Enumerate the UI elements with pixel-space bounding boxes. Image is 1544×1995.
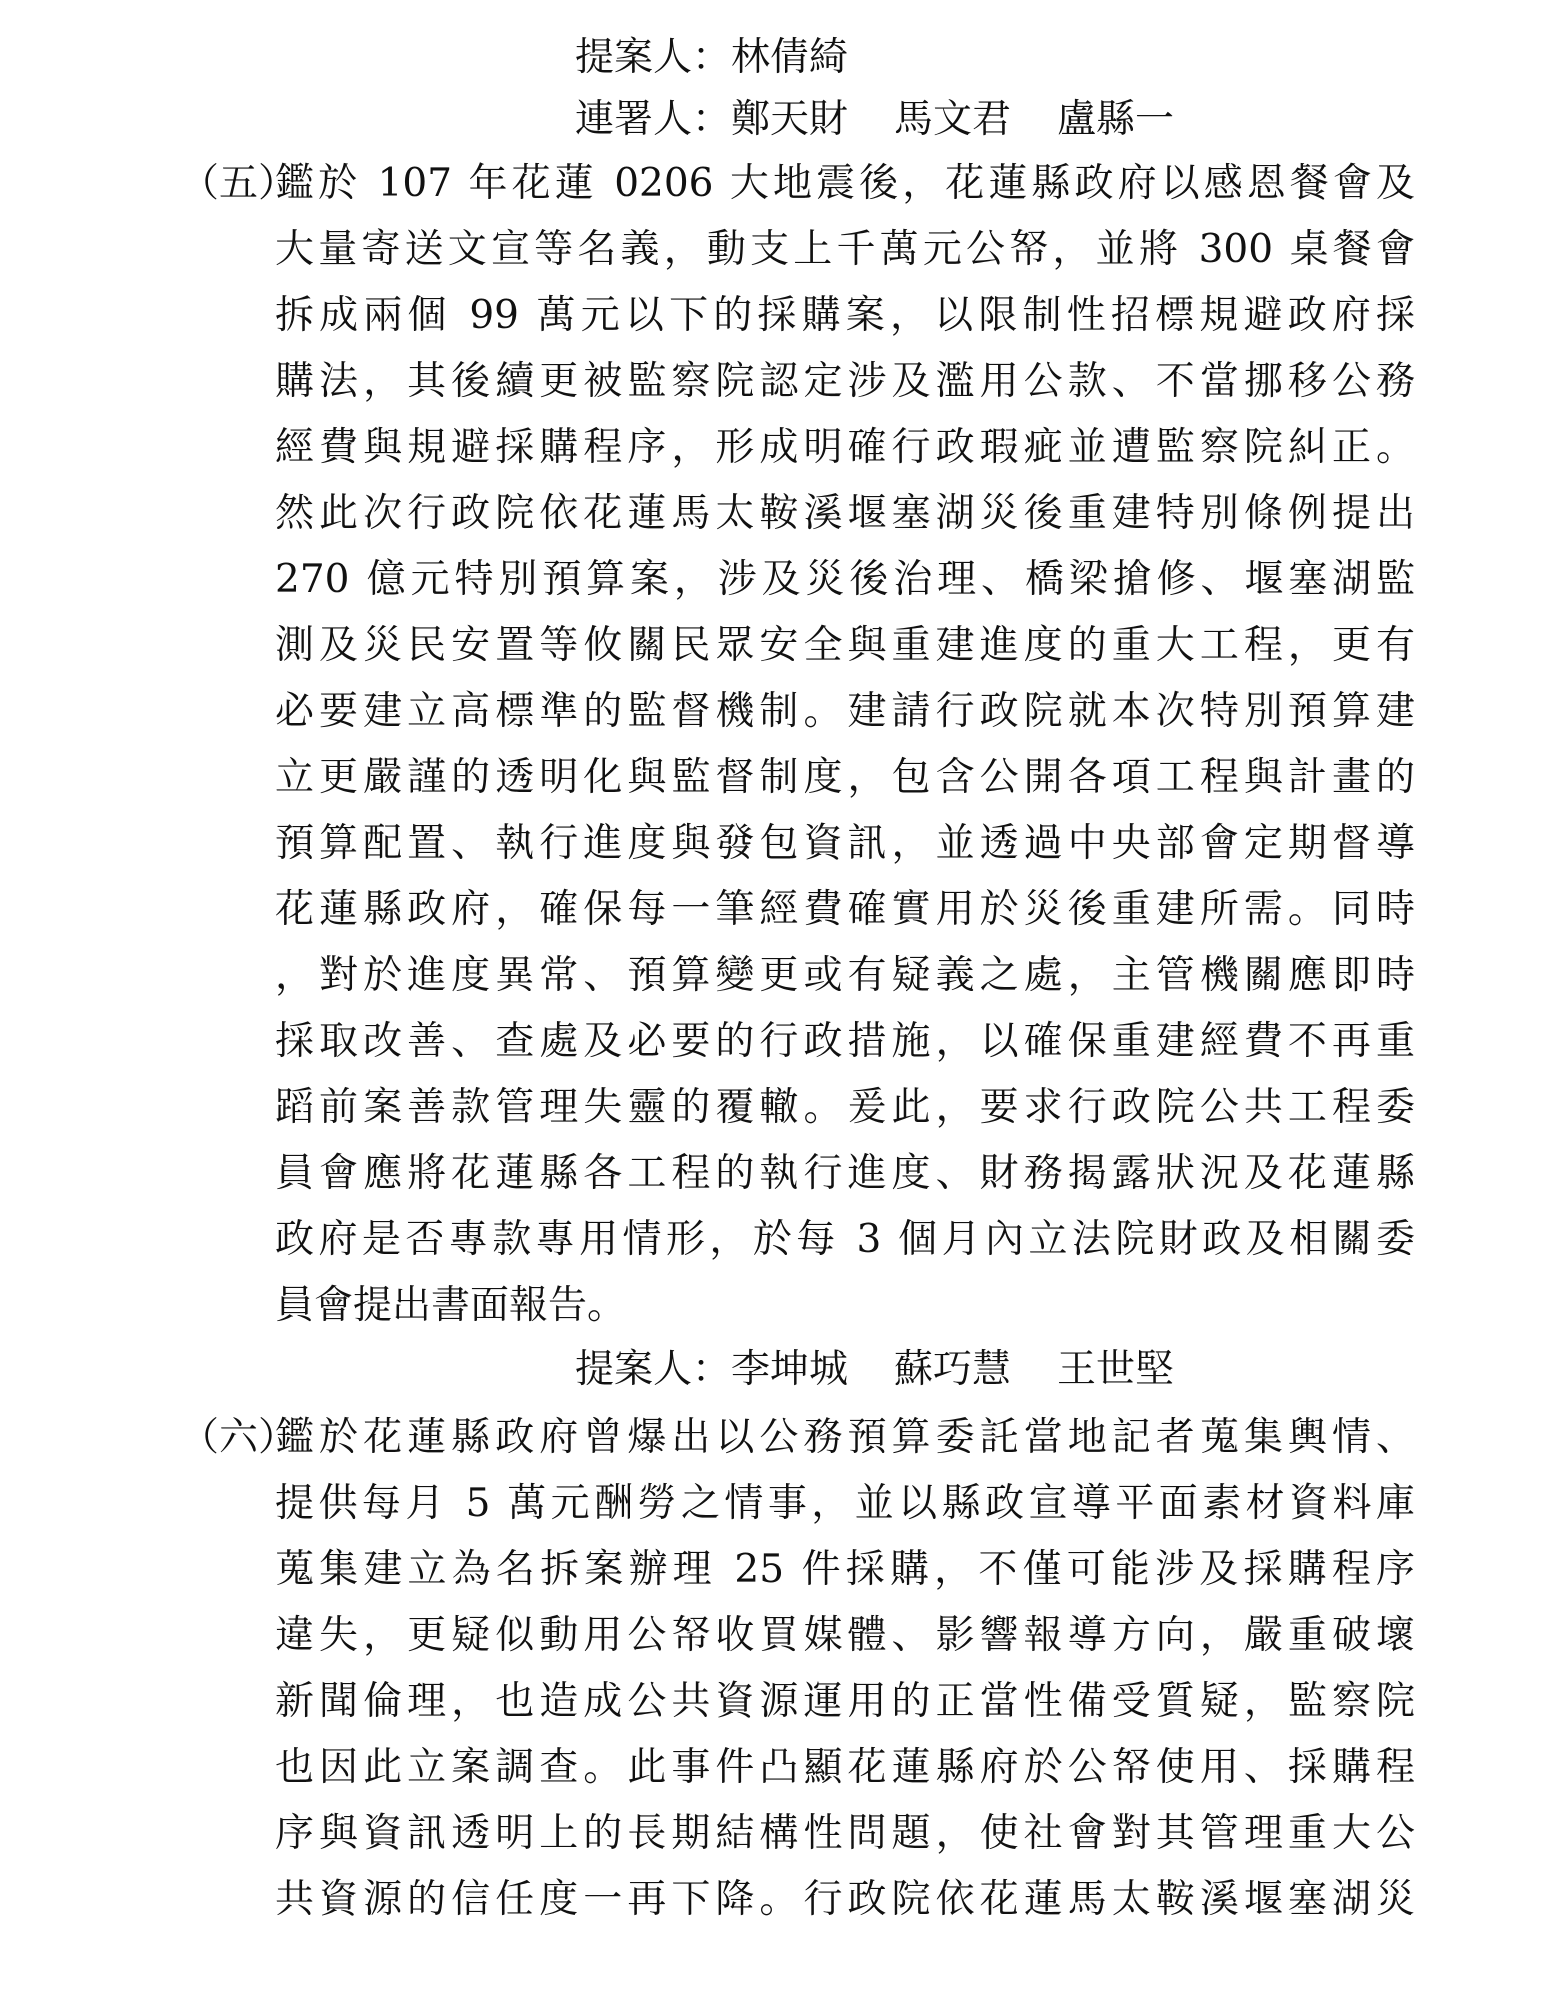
cosigner-line-1 [575, 92, 1220, 148]
item-5-line: 購法，其後續更被監察院認定涉及濫用公款、不當挪移公務 [275, 359, 1415, 404]
proposer-label: 提案人： [575, 1347, 732, 1392]
item-6-line: 共資源的信任度一再下降。行政院依花蓮馬太鞍溪堰塞湖災 [275, 1877, 1415, 1922]
item-6-line: 蒐集建立為名拆案辦理 25 件採購，不僅可能涉及採購程序 [275, 1547, 1415, 1592]
proposer-name: 林倩綺 [731, 35, 849, 80]
item-6-line: 新聞倫理，也造成公共資源運用的正當性備受質疑，監察院 [275, 1679, 1415, 1724]
proposer-line-2 [575, 1342, 1220, 1398]
item-6-line: 序與資訊透明上的長期結構性問題，使社會對其管理重大公 [275, 1811, 1415, 1856]
item-5-line: 立更嚴謹的透明化與監督制度，包含公開各項工程與計畫的 [275, 755, 1415, 800]
item-5-line: 經費與規避採購程序，形成明確行政瑕疵並遭監察院糾正。 [275, 425, 1415, 470]
item-6-line: 提供每月 5 萬元酬勞之情事，並以縣政宣導平面素材資料庫 [275, 1481, 1415, 1526]
proposer-label: 提案人： [575, 35, 732, 80]
cosigner-name: 鄭天財 [731, 97, 849, 142]
item-5-line: 然此次行政院依花蓮馬太鞍溪堰塞湖災後重建特別條例提出 [275, 491, 1415, 536]
item-6-line: 違失，更疑似動用公帑收買媒體、影響報導方向，嚴重破壞 [275, 1613, 1415, 1658]
item-5-line: 270 億元特別預算案，涉及災後治理、橋梁搶修、堰塞湖監 [275, 557, 1415, 602]
proposer-name: 李坤城 [731, 1347, 849, 1392]
item-number: （六） [180, 1415, 298, 1460]
item-5-line: 鑑於 107 年花蓮 0206 大地震後，花蓮縣政府以感恩餐會及 [275, 161, 1415, 206]
item-5-line: 政府是否專款專用情形，於每 3 個月內立法院財政及相關委 [275, 1217, 1415, 1262]
item-5-line: 測及災民安置等攸關民眾安全與重建進度的重大工程，更有 [275, 623, 1415, 668]
proposer-line-1 [575, 30, 894, 86]
item-5-line: ，對於進度異常、預算變更或有疑義之處，主管機關應即時 [275, 953, 1415, 998]
item-number: （五） [180, 161, 298, 206]
item-6-line: 也因此立案調查。此事件凸顯花蓮縣府於公帑使用、採購程 [275, 1745, 1415, 1790]
cosigner-label: 連署人： [575, 97, 732, 142]
cosigner-name: 馬文君 [894, 97, 1012, 142]
item-5-line: 員會應將花蓮縣各工程的執行進度、財務揭露狀況及花蓮縣 [275, 1151, 1415, 1196]
cosigner-name: 盧縣一 [1057, 97, 1175, 142]
proposer-name: 王世堅 [1057, 1347, 1175, 1392]
item-5-line: 員會提出書面報告。 [275, 1283, 627, 1328]
item-5-line: 採取改善、查處及必要的行政措施，以確保重建經費不再重 [275, 1019, 1415, 1064]
item-6-line: 鑑於花蓮縣政府曾爆出以公務預算委託當地記者蒐集輿情、 [275, 1415, 1415, 1460]
item-5-line: 花蓮縣政府，確保每一筆經費確實用於災後重建所需。同時 [275, 887, 1415, 932]
item-5-line: 大量寄送文宣等名義，動支上千萬元公帑，並將 300 桌餐會 [275, 227, 1415, 272]
item-5-line: 預算配置、執行進度與發包資訊，並透過中央部會定期督導 [275, 821, 1415, 866]
item-5-line: 拆成兩個 99 萬元以下的採購案，以限制性招標規避政府採 [275, 293, 1415, 338]
item-5-line: 必要建立高標準的監督機制。建請行政院就本次特別預算建 [275, 689, 1415, 734]
proposer-name: 蘇巧慧 [894, 1347, 1012, 1392]
item-5-line: 蹈前案善款管理失靈的覆轍。爰此，要求行政院公共工程委 [275, 1085, 1415, 1130]
